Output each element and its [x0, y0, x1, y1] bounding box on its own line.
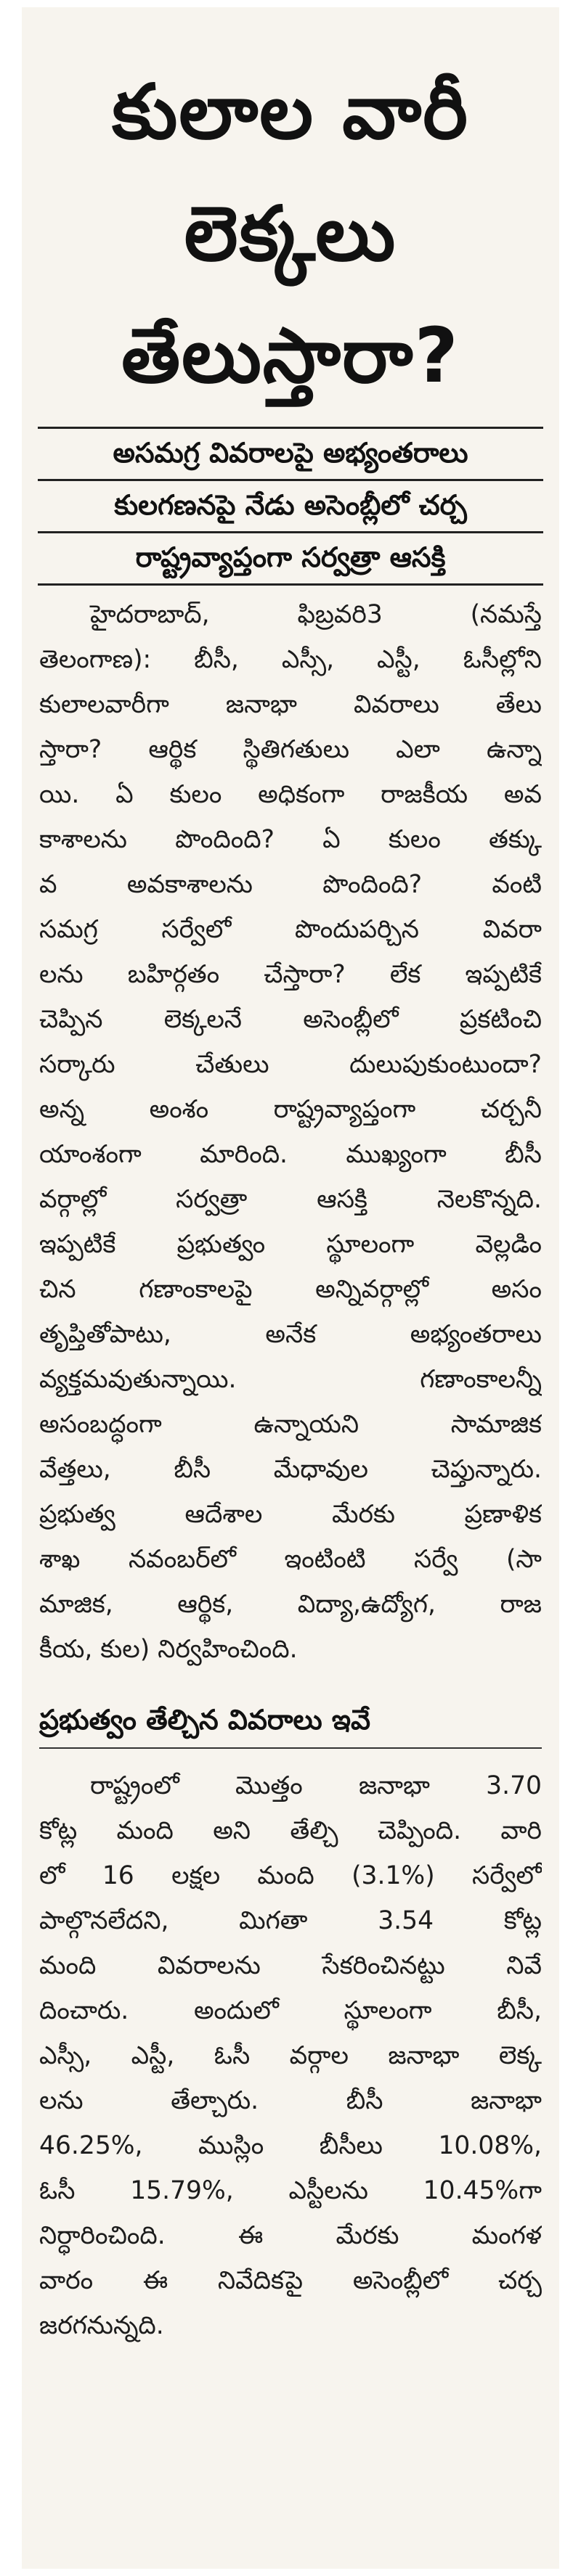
- body-line: లో 16 లక్షల మంది (3.1%) సర్వేలో: [39, 1861, 542, 1890]
- body-line: అన్న అంశం రాష్ట్రవ్యాప్తంగా చర్చనీ: [39, 1095, 542, 1124]
- body-line: కోట్ల మంది అని తేల్చి చెప్పింది. వారి: [39, 1816, 542, 1845]
- divider-rule: [38, 583, 543, 586]
- newspaper-clipping: [22, 7, 559, 2569]
- body-line: శాఖ నవంబర్‌లో ఇంటింటి సర్వే (సా: [39, 1545, 542, 1574]
- body-line: 46.25%, ముస్లిం బీసీలు 10.08%,: [39, 2131, 542, 2160]
- body-line: యాంశంగా మారింది. ముఖ్యంగా బీసీ: [39, 1140, 542, 1169]
- body-line: కాశాలను పొందింది? ఏ కులం తక్కు: [39, 825, 542, 854]
- body-line: దించారు. అందులో స్థూలంగా బీసీ,: [39, 1996, 542, 2025]
- section-subheading: ప్రభుత్వం తేల్చిన వివరాలు ఇవే: [39, 1704, 371, 1736]
- article-body-1: [39, 592, 542, 1672]
- body-line: తెలంగాణ): బీసీ, ఎస్సీ, ఎస్టీ, ఓసీల్లోని: [39, 645, 542, 674]
- subhead-2: కులగణనపై నేడు అసెంబ్లీలో చర్చ: [114, 489, 467, 521]
- body-line: మంది వివరాలను సేకరించినట్టు నివే: [39, 1951, 542, 1980]
- body-line: కీయ, కుల) నిర్వహించింది.: [39, 1635, 298, 1664]
- body-line: రాష్ట్రంలో మొత్తం జనాభా 3.70: [90, 1771, 542, 1800]
- body-line: ప్రభుత్వ ఆదేశాల మేరకు ప్రణాళిక: [39, 1500, 542, 1529]
- body-line: చెప్పిన లెక్కలనే అసెంబ్లీలో ప్రకటించి: [39, 1005, 542, 1034]
- body-line: అసంబద్ధంగా ఉన్నాయని సామాజిక: [39, 1410, 542, 1439]
- body-line: ఇప్పటికే ప్రభుత్వం స్థూలంగా వెల్లడిం: [39, 1230, 542, 1259]
- divider-rule: [38, 531, 543, 533]
- body-line: హైదరాబాద్, ఫిబ్రవరి3 (నమస్తే: [90, 600, 542, 629]
- divider-rule: [39, 1747, 542, 1749]
- body-line: కులాలవారీగా జనాభా వివరాలు తేలు: [39, 690, 542, 719]
- headline-line-2: లెక్కలు: [184, 189, 397, 278]
- subhead-1: అసమగ్ర వివరాలపై అభ్యంతరాలు: [113, 437, 468, 469]
- divider-rule: [38, 427, 543, 429]
- body-line: వేత్తలు, బీసీ మేధావుల చెప్తున్నారు.: [39, 1455, 542, 1484]
- body-line: చిన గణాంకాలపై అన్నివర్గాల్లో అసం: [39, 1275, 542, 1304]
- body-line: వర్గాల్లో సర్వత్రా ఆసక్తి నెలకొన్నది.: [39, 1185, 542, 1214]
- body-line: జరగనున్నది.: [39, 2311, 164, 2340]
- body-line: యి. ఏ కులం అధికంగా రాజకీయ అవ: [39, 780, 542, 809]
- body-line: వ అవకాశాలను పొందింది? వంటి: [39, 870, 542, 899]
- headline: [22, 51, 559, 417]
- subhead-3: రాష్ట్రవ్యాప్తంగా సర్వత్రా ఆసక్తి: [135, 541, 446, 573]
- divider-rule: [38, 479, 543, 481]
- body-line: పాల్గొనలేదని, మిగతా 3.54 కోట్ల: [39, 1906, 542, 1935]
- body-line: నిర్ధారించింది. ఈ మేరకు మంగళ: [39, 2221, 542, 2250]
- body-line: వారం ఈ నివేదికపై అసెంబ్లీలో చర్చ: [39, 2266, 542, 2295]
- body-line: లను బహిర్గతం చేస్తారా? లేక ఇప్పటికే: [39, 960, 542, 989]
- headline-line-1: కులాల వారీ: [112, 67, 469, 156]
- article-body-2: [39, 1763, 542, 2348]
- body-line: సమగ్ర సర్వేలో పొందుపర్చిన వివరా: [39, 915, 542, 944]
- body-line: ఎస్సీ, ఎస్టీ, ఓసీ వర్గాల జనాభా లెక్క: [39, 2041, 542, 2070]
- body-line: మాజిక, ఆర్థిక, విద్యా,ఉద్యోగ, రాజ: [39, 1590, 542, 1619]
- body-line: స్తారా? ఆర్థిక స్థితిగతులు ఎలా ఉన్నా: [39, 735, 542, 764]
- body-line: లను తేల్చారు. బీసీ జనాభా: [39, 2086, 542, 2115]
- headline-line-3: తేలుస్తారా?: [121, 311, 460, 400]
- body-line: వ్యక్తమవుతున్నాయి. గణాంకాలన్నీ: [39, 1365, 542, 1394]
- body-line: ఓసీ 15.79%, ఎస్టీలను 10.45%గా: [39, 2176, 542, 2205]
- body-line: తృప్తితోపాటు, అనేక అభ్యంతరాలు: [39, 1320, 542, 1349]
- body-line: సర్కారు చేతులు దులుపుకుంటుందా?: [39, 1050, 542, 1079]
